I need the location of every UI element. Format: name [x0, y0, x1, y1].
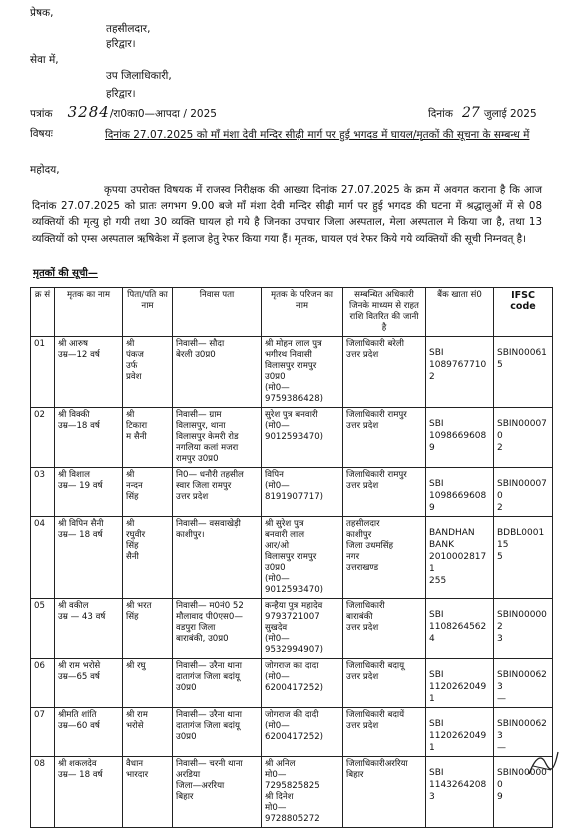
- table-row: [31, 599, 553, 659]
- letter-number-label: पत्रांक: [30, 108, 53, 120]
- cell-deceased-name-text: श्री राम भरोसे उम्र—65 वर्ष: [58, 661, 101, 682]
- cell-bank-account-text: SBI 10986696089: [429, 419, 487, 453]
- cell-address-text: निवासी— म0नं0 52 मौलावाद पी0एस0— वडपुरा जिला बाराबंकी, उ0प्र0: [176, 601, 244, 644]
- cell-ifsc-text: SBIN000000 9: [497, 768, 547, 802]
- cell-address: [173, 757, 262, 828]
- cell-ifsc: [494, 517, 553, 599]
- cell-father-name: [123, 337, 173, 408]
- cell-kin-name-text: जोगराज का दादा (मो0— 6200417252): [265, 661, 324, 693]
- col-officer: सम्बन्धित अधिकारी जिनके माध्यम से राहत राशि वितरित की जानी है: [343, 288, 426, 337]
- cell-officer: [343, 337, 426, 408]
- letter-number-line: [30, 102, 217, 121]
- signature-mark: [525, 748, 561, 778]
- cell-address: [173, 708, 262, 757]
- cell-officer: [343, 468, 426, 517]
- date-suffix: जुलाई 2025: [483, 108, 537, 120]
- cell-address-text: निवासी— उरैना थाना दातागंज जिला बदांयू उ0प्र0: [176, 710, 243, 742]
- deceased-table: [30, 287, 553, 828]
- cell-bank-account-text: SBI 11202620491: [429, 719, 487, 753]
- cell-address-text: निवासी— चरनी थाना अरडिया जिला—अररिया बिहार: [176, 759, 243, 802]
- cell-father-name-text: श्री भरत सिंह: [126, 601, 152, 622]
- cell-kin-name-text: सुरेश पुत्र बनवारी (मो0—9012593470): [265, 410, 324, 442]
- letter-number-suffix: /रा0का0—आपदा / 2025: [109, 108, 217, 120]
- cell-bank-account-text: BANDHAN BANK 20100028171 255: [429, 528, 487, 586]
- cell-kin-name: [262, 599, 343, 659]
- cell-serial: [31, 337, 55, 408]
- cell-deceased-name-text: श्रीमति शांति उम्र—60 वर्ष: [58, 710, 100, 731]
- subject-label: विषयः: [30, 128, 53, 140]
- cell-officer-text: जिलाधिकारी रामपुर उत्तर प्रदेश: [346, 410, 407, 431]
- cell-bank-account: [426, 708, 494, 757]
- cell-address: [173, 408, 262, 468]
- col-serial: क्र सं: [31, 288, 55, 337]
- list-heading: मृतकों की सूची—: [33, 268, 98, 279]
- cell-serial-text: 01: [34, 339, 45, 349]
- table-row: [31, 408, 553, 468]
- cell-deceased-name-text: श्री विक्की उम्र—18 वर्ष: [58, 410, 100, 431]
- cell-bank-account-text: SBI 11202620491: [429, 670, 487, 704]
- cell-address-text: निवासी— उरैना थाना दातागंज जिला बदांयू उ0प्र0: [176, 661, 243, 693]
- cell-father-name-text: श्री राम भरोसे: [126, 710, 148, 731]
- to-designation: उप जिलाधिकारी,: [106, 70, 172, 82]
- cell-address-text: निवासी— वसवाखेड़ी काशीपुर।: [176, 519, 241, 540]
- cell-kin-name: [262, 337, 343, 408]
- cell-bank-account-text: SBI 10897677102: [429, 348, 487, 382]
- cell-bank-account: [426, 517, 494, 599]
- cell-father-name-text: श्री रघुवीर सिंह सैनी: [126, 519, 146, 562]
- cell-deceased-name: [55, 408, 123, 468]
- cell-serial-text: 03: [34, 470, 45, 480]
- cell-ifsc-text: SBIN000070 2: [497, 419, 547, 453]
- cell-ifsc-text: SBIN000623 —: [497, 719, 547, 753]
- cell-ifsc-text: BDBL000115 5: [497, 528, 545, 562]
- cell-address: [173, 517, 262, 599]
- cell-deceased-name: [55, 599, 123, 659]
- cell-father-name: [123, 408, 173, 468]
- cell-ifsc-text: SBIN000002 3: [497, 610, 547, 644]
- cell-ifsc: [494, 599, 553, 659]
- cell-deceased-name: [55, 517, 123, 599]
- cell-serial: [31, 408, 55, 468]
- cell-serial: [31, 708, 55, 757]
- cell-serial-text: 05: [34, 601, 45, 611]
- cell-serial: [31, 757, 55, 828]
- table-header: [31, 288, 553, 337]
- cell-kin-name-text: जोगराज की दादी (मो0— 6200417252): [265, 710, 324, 742]
- cell-kin-name: [262, 517, 343, 599]
- cell-father-name: [123, 708, 173, 757]
- cell-father-name: [123, 757, 173, 828]
- cell-father-name-text: श्री नन्दन सिंह: [126, 470, 143, 502]
- cell-bank-account: [426, 337, 494, 408]
- cell-address: [173, 468, 262, 517]
- table-row: [31, 757, 553, 828]
- cell-address-text: निवासी— ग्राम विलासपुर, थाना विलासपुर केमरी रोड नगलिया कलां मजरा रामपुर उ0प्र0: [176, 410, 239, 464]
- cell-father-name: [123, 599, 173, 659]
- cell-deceased-name-text: श्री विशाल उम्र— 19 वर्ष: [58, 470, 103, 491]
- cell-address: [173, 337, 262, 408]
- cell-deceased-name-text: श्री वकील उम्र — 43 वर्ष: [58, 601, 106, 622]
- from-place: हरिद्वार।: [106, 38, 136, 50]
- table-row: [31, 337, 553, 408]
- table-row: [31, 708, 553, 757]
- cell-kin-name-text: श्री सुरेश पुत्र बनवारी लाल आर/ओ विलासपुर रामपुर उ0प्र0 (मो0—9012593470): [265, 519, 324, 595]
- cell-deceased-name-text: श्री शकलदेव उम्र— 18 वर्ष: [58, 759, 103, 780]
- cell-deceased-name: [55, 757, 123, 828]
- cell-father-name: [123, 659, 173, 708]
- cell-officer: [343, 708, 426, 757]
- cell-serial-text: 08: [34, 759, 45, 769]
- letter-number-handwritten: 3284: [67, 103, 110, 121]
- cell-kin-name-text: विपिन (मो0— 8191907717): [265, 470, 324, 502]
- cell-address: [173, 599, 262, 659]
- cell-father-name: [123, 468, 173, 517]
- cell-bank-account: [426, 659, 494, 708]
- col-address: निवास पता: [173, 288, 262, 337]
- cell-serial: [31, 517, 55, 599]
- cell-deceased-name: [55, 708, 123, 757]
- cell-father-name-text: श्री पंकज उर्फ प्रवेश: [126, 339, 144, 382]
- letter-date-line: [428, 102, 537, 121]
- col-kin-name: मृतक के परिजन का नाम: [262, 288, 343, 337]
- table-row: [31, 517, 553, 599]
- cell-ifsc: [494, 408, 553, 468]
- cell-bank-account-text: SBI 11082645624: [429, 610, 487, 644]
- cell-officer-text: जिलाधिकारी बरेली उत्तर प्रदेश: [346, 339, 404, 360]
- cell-deceased-name-text: श्री विपिन सैनी उम्र— 18 वर्ष: [58, 519, 104, 540]
- cell-deceased-name-text: श्री आरुष उम्र—12 वर्ष: [58, 339, 100, 360]
- body-paragraph: कृपया उपरोक्त विषयक में राजस्व निरीक्षक की आख्या दिनांक 27.07.2025 के क्रम में अवगत कराना है कि आज दिनांक 27.07.2025 को प्रातः लगभग 9.00 बजे माँ मंशा देवी मन्दिर सीढ़ी मार्ग पर हुई भगदड की घटना में श्रद्धालुओं में से 08 व्यक्तियों की मृत्यु हो गयी तथा 30 व्यक्ति घायल हो गये है जिनका उपचार जिला अस्पताल, मेला अस्पताल मे किया जा है, तथा 13 व्यक्तियों को एम्स अस्पताल ऋषिकेश में इलाज हेतु रेफर किया गया हैं। मृतक, घायल एवं रेफर किये गये व्यक्तियों की सूची निम्नवत् है।: [32, 184, 542, 245]
- cell-officer-text: जिलाधिकारी बाराबंकी उत्तर प्रदेश: [346, 601, 385, 633]
- cell-officer: [343, 517, 426, 599]
- cell-kin-name: [262, 757, 343, 828]
- cell-officer-text: जिलाधिकारी बदायू उत्तर प्रदेश: [346, 661, 405, 682]
- table-row: [31, 659, 553, 708]
- cell-deceased-name: [55, 468, 123, 517]
- cell-kin-name-text: कन्हैया पुत्र महादेव 9793721007 सुखदेव (मो0—9532994907): [265, 601, 324, 655]
- cell-bank-account: [426, 408, 494, 468]
- salutation: महोदय,: [30, 164, 60, 176]
- cell-kin-name-text: श्री मोहन लाल पुत्र भगीरथ निवासी विलासपुर रामपुर उ0प्र0 (मो0—9759386428): [265, 339, 324, 404]
- cell-officer: [343, 659, 426, 708]
- from-label: प्रेषक,: [30, 7, 54, 19]
- cell-kin-name-text: श्री अनिल मो0—7295825825 श्री दिनेश मो0—9728805272: [265, 759, 320, 824]
- cell-officer-text: जिलाधिकारी बदायें उत्तर प्रदेश: [346, 710, 405, 731]
- cell-ifsc-text: SBIN000615: [497, 348, 547, 370]
- col-father-name: पिता/पति का नाम: [123, 288, 173, 337]
- cell-serial: [31, 599, 55, 659]
- from-designation: तहसीलदार,: [106, 23, 151, 35]
- cell-ifsc-text: SBIN000070 2: [497, 479, 547, 513]
- cell-kin-name: [262, 468, 343, 517]
- cell-deceased-name: [55, 659, 123, 708]
- cell-address-text: नि0— धनौरी तहसील स्वार जिला रामपुर उत्तर प्रदेश: [176, 470, 244, 502]
- cell-bank-account: [426, 757, 494, 828]
- cell-bank-account-text: SBI 11432642083: [429, 768, 487, 802]
- to-label: सेवा में,: [30, 54, 59, 66]
- cell-address: [173, 659, 262, 708]
- date-label: दिनांक: [428, 108, 453, 120]
- to-place: हरिद्वार।: [106, 88, 136, 100]
- cell-bank-account: [426, 468, 494, 517]
- cell-officer: [343, 757, 426, 828]
- cell-serial-text: 06: [34, 661, 45, 671]
- cell-officer-text: जिलाधिकारी रामपुर उत्तर प्रदेश: [346, 470, 407, 491]
- cell-father-name-text: श्री रघु: [126, 661, 146, 671]
- cell-bank-account: [426, 599, 494, 659]
- cell-father-name: [123, 517, 173, 599]
- cell-serial-text: 02: [34, 410, 45, 420]
- cell-officer-text: जिलाधिकारीअररिया बिहार: [346, 759, 408, 780]
- cell-ifsc: [494, 659, 553, 708]
- col-deceased-name: मृतक का नाम: [55, 288, 123, 337]
- cell-serial: [31, 468, 55, 517]
- col-bank-account: बैंक खाता सं0: [426, 288, 494, 337]
- cell-father-name-text: वैधान भारदार: [126, 759, 149, 780]
- cell-deceased-name: [55, 337, 123, 408]
- cell-bank-account-text: SBI 10986696089: [429, 479, 487, 513]
- cell-address-text: निवासी— सौदा बेरली उ0प्र0: [176, 339, 225, 360]
- cell-ifsc: [494, 468, 553, 517]
- cell-ifsc-text: SBIN000623 —: [497, 670, 547, 704]
- cell-ifsc: [494, 337, 553, 408]
- cell-father-name-text: श्री टिकारा म सैनी: [126, 410, 148, 442]
- cell-kin-name: [262, 408, 343, 468]
- cell-officer-text: तहसीलदार काशीपुर जिला उधमसिंह नगर उत्तराखण्ड: [346, 519, 394, 573]
- table-header-row: [31, 288, 553, 337]
- cell-serial: [31, 659, 55, 708]
- cell-officer: [343, 408, 426, 468]
- cell-officer: [343, 599, 426, 659]
- cell-kin-name: [262, 708, 343, 757]
- subject-text: दिनांक 27.07.2025 को माँ मंशा देवी मन्दिर सीढ़ी मार्ग पर हुई भगदड में घायल/मृतकों की सूचना के सम्बन्ध में: [105, 129, 530, 141]
- date-handwritten: 27: [462, 105, 480, 121]
- cell-serial-text: 07: [34, 710, 45, 720]
- cell-kin-name: [262, 659, 343, 708]
- col-ifsc: IFSC code: [494, 288, 553, 337]
- table-body: [31, 337, 553, 828]
- table-row: [31, 468, 553, 517]
- cell-serial-text: 04: [34, 519, 45, 529]
